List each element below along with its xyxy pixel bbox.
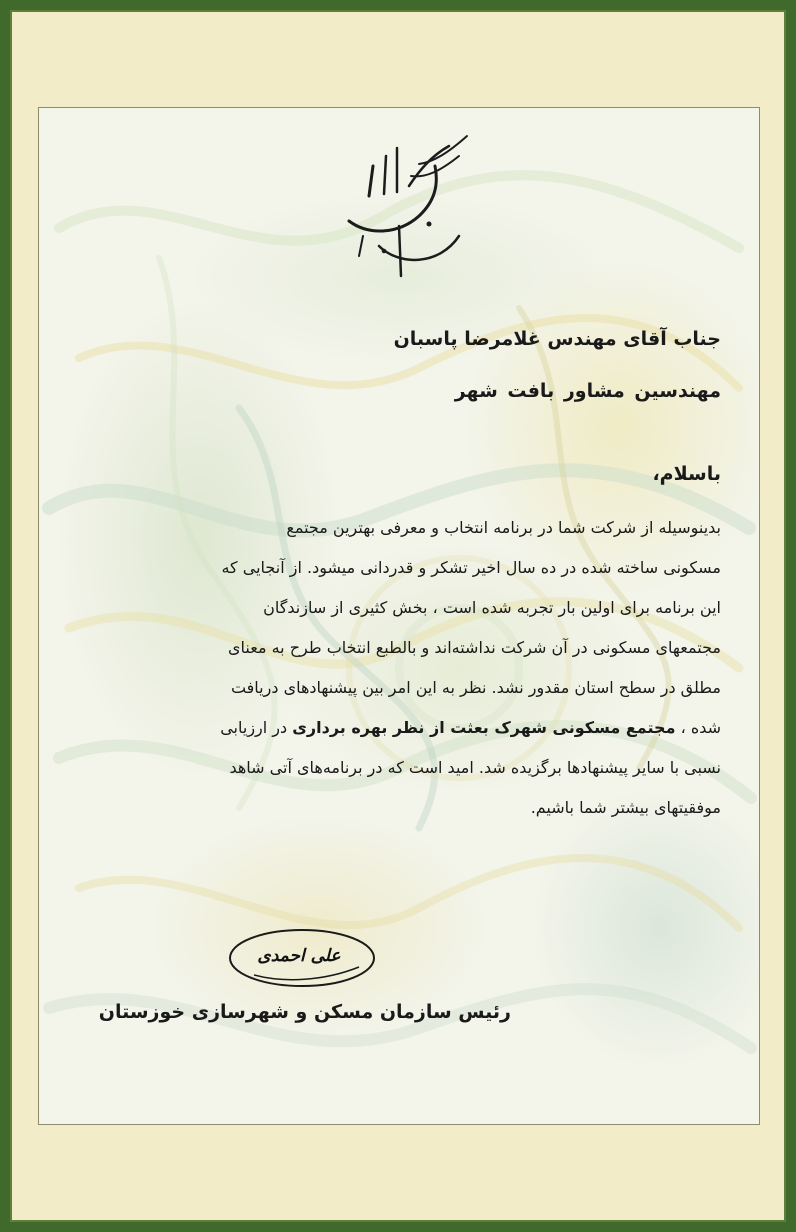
signer-title: رئیس سازمان مسکن و شهرسازی خوزستان [98,1001,511,1023]
highlighted-project-name: مجتمع مسکونی شهرک بعثت از نظر بهره برداری [292,718,676,737]
body-line-3: این برنامه برای اولین بار تجربه شده است ، بخش کثیری از سازندگان [263,598,721,617]
body-line-7: نسبی با سایر پیشنهادها برگزیده شد. امید است که در برنامه‌های آتی شاهد [229,758,721,777]
body-line-6-start: شده ، [680,718,721,737]
greeting: باسلام، [652,463,721,485]
body-line-4: مجتمعهای مسکونی در آن شرکت نداشته‌اند و بالطبع انتخاب طرح به معنای [228,638,721,657]
body-line-6 [220,718,721,737]
body-line-5: مطلق در سطح استان مقدور نشد. نظر به این امر بین پیشنهادهای دریافت [230,678,721,697]
signature-name: علی احمدی [257,946,341,966]
bismillah-calligraphy [339,126,479,286]
body-line-6-end: در ارزیابی [220,718,288,737]
letter-paper [38,107,760,1125]
body-line-1: بدینوسیله از شرکت شما در برنامه انتخاب و معرفی بهترین مجتمع [286,518,721,537]
addressee-line: جناب آقای مهندس غلامرضا پاسبان [393,328,721,350]
body-line-2: مسکونی ساخته شده در ده سال اخیر تشکر و قدردانی میشود. از آنجایی که [221,558,721,577]
body-line-8: موفقیتهای بیشتر شما باشیم. [530,798,721,817]
cream-border [10,10,786,1222]
company-line: مهندسین مشاور بافت شهر [454,380,721,402]
